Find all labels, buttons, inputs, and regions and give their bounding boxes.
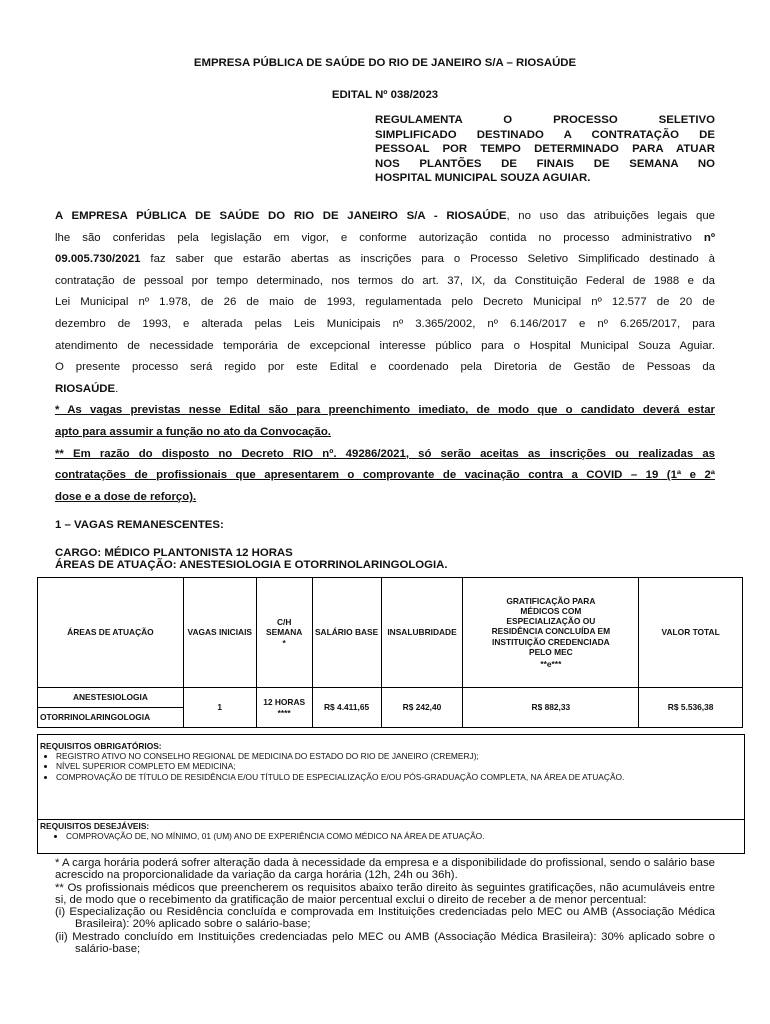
intro-line — [55, 379, 715, 401]
header-ch-label: C/H SEMANA — [266, 617, 303, 638]
note-carga-horaria: * A carga horária poderá sofrer alteração dada à necessidade da empresa e a disponibilidade do profissional, sendo o salário base acrescido na proporcionalidade da variação da carga horária (12h, 24h ou 36h). — [55, 857, 715, 882]
header-gratificacao — [463, 578, 639, 688]
notice-vagas-cont: apto para assumir a função no ato da Convocação. — [55, 425, 331, 438]
header-grat-note: **e*** — [540, 659, 562, 669]
intro-text: , no uso das atribuições legais que — [506, 210, 715, 222]
requisitos-desejaveis — [37, 816, 745, 854]
edital-number: EDITAL Nº 038/2023 — [331, 89, 439, 101]
vacancy-table — [37, 577, 743, 728]
cargo-block — [55, 547, 448, 572]
cell-ch — [256, 688, 312, 728]
cell-insalubridade: R$ 242,40 — [381, 688, 463, 728]
table-header-row — [38, 578, 743, 688]
header-insalubridade: INSALUBRIDADE — [381, 578, 463, 688]
intro-line: contratação de pessoal por tempo determinado, nos termos do art. 37, IX, da Constituição Federal de 1988 e da — [55, 274, 715, 287]
intro-line: O presente processo será regido por este Edital e coordenado pela Diretoria de Gestão de Pessoas da — [55, 361, 715, 374]
cell-total: R$ 5.536,38 — [639, 688, 743, 728]
notice-covid-cont: contratações de profissionais que apresentarem o comprovante de vacinação contra a COVID – 19 (1ª e 2ª — [55, 469, 715, 482]
intro-text: . — [115, 382, 119, 395]
intro-line — [55, 249, 715, 271]
note-item-ii: (ii) Mestrado concluído em Instituições credenciadas pelo MEC ou AMB (Associação Médica Brasileira): 30% aplicado sobre o salário-base; — [55, 930, 715, 956]
intro-line — [55, 206, 715, 228]
cargo-title: CARGO: MÉDICO PLANTONISTA 12 HORAS — [55, 547, 293, 559]
header-ch — [256, 578, 312, 688]
requisitos-desejaveis-list — [40, 831, 742, 841]
area-anestesiologia: ANESTESIOLOGIA — [38, 688, 184, 708]
ementa-line: HOSPITAL MUNICIPAL SOUZA AGUIAR. — [375, 172, 591, 185]
requisitos-desejaveis-title: REQUISITOS DESEJÁVEIS: — [40, 821, 150, 831]
intro-text: lhe são conferidas pela legislação em vigor, e conforme autorização contida no processo administrativo — [55, 231, 692, 244]
intro-line: atendimento de necessidade temporária de excepcional interesse público para o Hospital Municipal Souza Aguiar. — [55, 339, 715, 352]
intro-text: faz saber que estarão abertas as inscrições para o Processo Seletivo Simplificado destinado à — [140, 253, 715, 266]
note-item-i: (i) Especialização ou Residência concluída e comprovada em Instituições credenciadas pelo MEC ou AMB (Associação Médica Brasileira): 20% aplicado sobre o salário-base; — [55, 906, 715, 931]
note-gratificacoes: ** Os profissionais médicos que preencherem os requisitos abaixo terão direito às seguintes gratificações, não acumuláveis entre si, de modo que o recebimento da gratificação de maior percentual exclui o direito de receber a de menor percentual: — [55, 881, 715, 906]
header-vagas: VAGAS INICIAIS — [183, 578, 256, 688]
ementa — [375, 113, 715, 186]
cell-ch-note: **** — [277, 707, 291, 718]
cell-vagas: 1 — [183, 688, 256, 728]
process-number: 09.005.730/2021 — [55, 253, 141, 266]
cell-ch-value: 12 HORAS — [263, 697, 306, 708]
header-salario: SALÁRIO BASE — [312, 578, 381, 688]
intro-paragraph — [55, 206, 715, 508]
org-short-name: RIOSAÚDE — [55, 382, 116, 395]
intro-line: dezembro de 1993, e alterada pelas Leis Municipais nº 3.365/2002, nº 6.146/2017 e nº 6.265/2017, para — [55, 317, 715, 330]
header-total: VALOR TOTAL — [639, 578, 743, 688]
ementa-line: PESSOAL POR TEMPO DETERMINADO PARA ATUAR — [375, 143, 715, 156]
cell-gratificacao: R$ 882,33 — [463, 688, 639, 728]
intro-line: Lei Municipal nº 1.978, de 26 de maio de 1993, regulamentada pelo Decreto Municipal nº 12.577 de 20 de — [55, 296, 715, 309]
ementa-line: NOS PLANTÕES DE FINAIS DE SEMANA NO — [375, 157, 715, 170]
notice-covid-end: dose e a dose de reforço). — [55, 490, 197, 503]
header-ch-note: * — [282, 637, 286, 648]
section-title: 1 – VAGAS REMANESCENTES: — [55, 519, 224, 531]
cell-salario: R$ 4.411,65 — [312, 688, 381, 728]
area-otorrino: OTORRINOLARINGOLOGIA — [38, 708, 184, 728]
notice-vagas: * As vagas previstas nesse Edital são para preenchimento imediato, de modo que o candidato deverá estar — [55, 404, 715, 417]
list-item: • COMPROVAÇÃO DE, NO MÍNIMO, 01 (UM) ANO DE EXPERIÊNCIA COMO MÉDICO NA ÁREA DE ATUAÇÃO. — [66, 831, 742, 841]
notice-covid: ** Em razão do disposto no Decreto RIO nº. 49286/2021, só serão aceitas as inscrições ou realizadas as — [55, 447, 715, 460]
list-item: • COMPROVAÇÃO DE TÍTULO DE RESIDÊNCIA E/OU TÍTULO DE ESPECIALIZAÇÃO E/OU PÓS-GRADUAÇÃO COMPLETA, NA ÁREA DE ATUAÇÃO. — [56, 772, 742, 782]
intro-line — [55, 228, 715, 250]
table-row — [38, 688, 743, 708]
ementa-line: REGULAMENTA O PROCESSO SELETIVO — [375, 114, 715, 126]
list-item: • NÍVEL SUPERIOR COMPLETO EM MEDICINA; — [56, 761, 742, 771]
ementa-line: SIMPLIFICADO DESTINADO A CONTRATAÇÃO DE — [375, 128, 715, 141]
header-grat-label: GRATIFICAÇÃO PARA MÉDICOS COM ESPECIALIZAÇÃO OU RESIDÊNCIA CONCLUÍDA EM INSTITUIÇÃO CREDENCIADA PELO MEC — [491, 595, 611, 657]
requisitos-obrigatorios — [37, 734, 745, 820]
document-org-title: EMPRESA PÚBLICA DE SAÚDE DO RIO DE JANEIRO S/A – RIOSAÚDE — [193, 57, 577, 69]
requisitos-obrigatorios-title: REQUISITOS OBRIGATÓRIOS: — [40, 741, 162, 751]
intro-bold: nº — [691, 231, 715, 244]
list-item: • REGISTRO ATIVO NO CONSELHO REGIONAL DE MEDICINA DO ESTADO DO RIO DE JANEIRO (CREMERJ); — [56, 751, 742, 761]
header-areas: ÁREAS DE ATUAÇÃO — [38, 578, 184, 688]
footnotes — [55, 857, 715, 955]
requisitos-obrigatorios-list — [40, 751, 742, 782]
org-name: A EMPRESA PÚBLICA DE SAÚDE DO RIO DE JANEIRO S/A - RIOSAÚDE — [55, 210, 507, 222]
areas-title: ÁREAS DE ATUAÇÃO: ANESTESIOLOGIA E OTORRINOLARINGOLOGIA. — [55, 559, 448, 572]
